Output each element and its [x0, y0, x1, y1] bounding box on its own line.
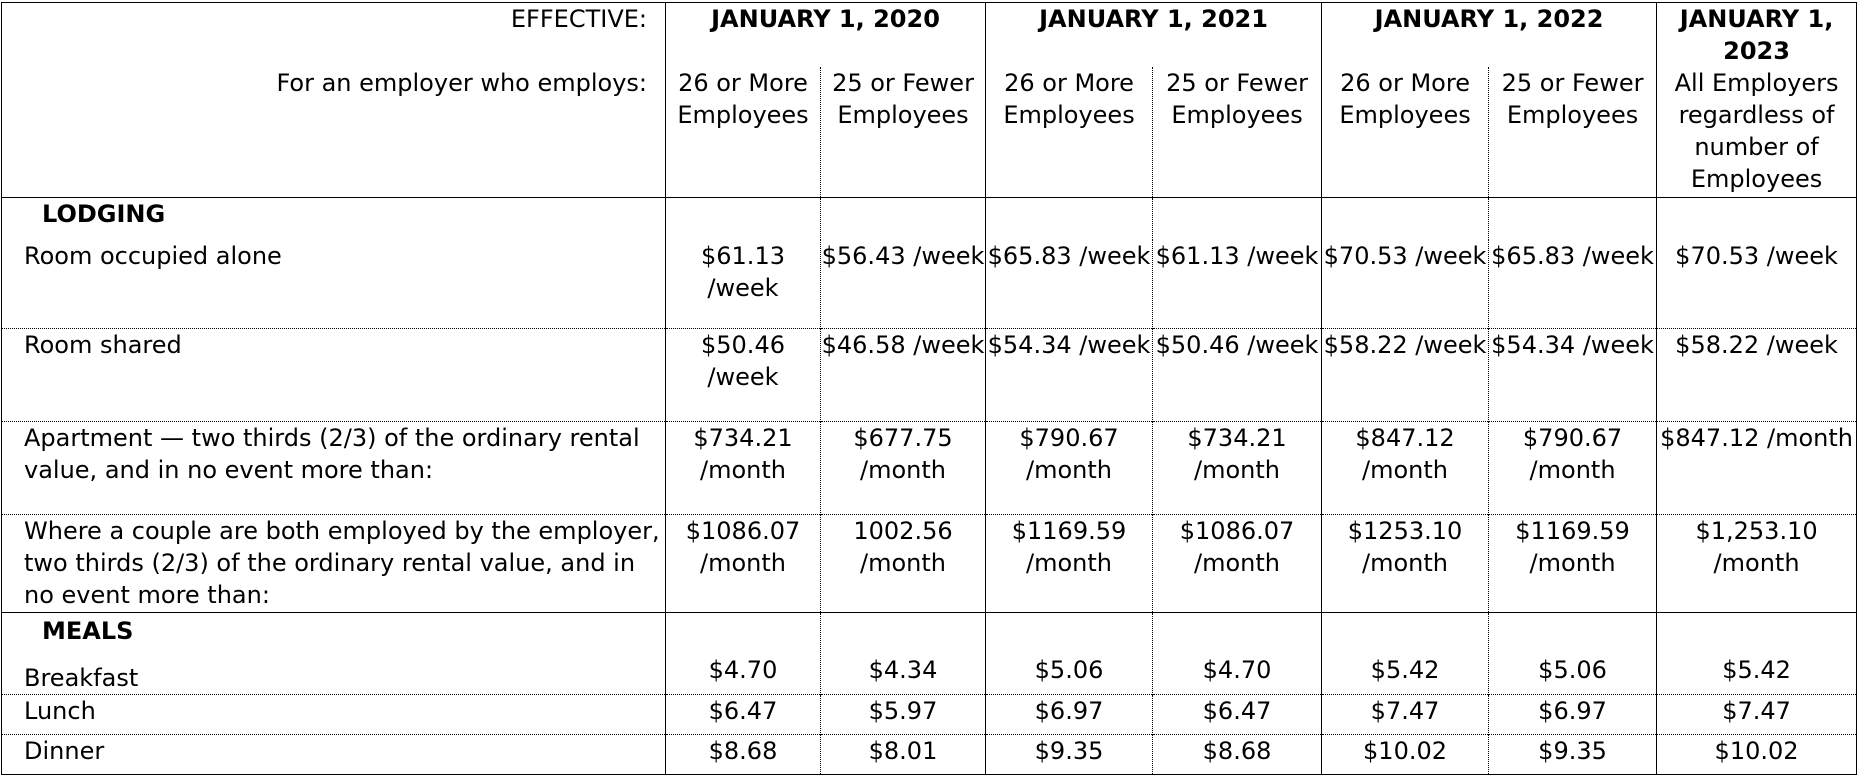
value-cell: $50.46 /week: [666, 329, 821, 422]
value-cell: $8.01: [821, 735, 986, 775]
meals-breakfast-label-cell: [2, 613, 666, 695]
value-cell: $790.67 /month: [1489, 422, 1657, 515]
value-cell: $5.97: [821, 695, 986, 735]
value-cell: $61.13 /week: [1153, 240, 1322, 329]
col-header-2022-26-more: 26 or More Employees: [1322, 67, 1489, 198]
value-cell: $61.13 /week: [666, 240, 821, 329]
value-cell: $70.53 /week: [1657, 240, 1857, 329]
value-cell: $734.21 /month: [666, 422, 821, 515]
value-cell: $734.21 /month: [1153, 422, 1322, 515]
col-header-2020-26-more: 26 or More Employees: [666, 67, 821, 198]
value-cell: $5.42: [1322, 613, 1489, 695]
value-cell: $4.34: [821, 613, 986, 695]
value-cell: $7.47: [1322, 695, 1489, 735]
value-cell: $677.75 /month: [821, 422, 986, 515]
table-row: [2, 695, 1857, 735]
date-header-2023-text: JANUARY 1, 2023: [1679, 5, 1834, 65]
value-cell: $8.68: [666, 735, 821, 775]
table-row: [2, 240, 1857, 329]
value-cell: $46.58 /week: [821, 329, 986, 422]
value-cell: $5.06: [1489, 613, 1657, 695]
table-row: [2, 515, 1857, 613]
value-cell: $4.70: [1153, 613, 1322, 695]
col-header-2021-26-more: 26 or More Employees: [986, 67, 1153, 198]
value-cell: $6.47: [1153, 695, 1322, 735]
lodging-meals-rate-table: [1, 2, 1857, 775]
row-label-room-shared: Room shared: [2, 329, 666, 422]
row-label-room-alone: Room occupied alone: [2, 240, 666, 329]
col-header-2021-25-fewer: 25 or Fewer Employees: [1153, 67, 1322, 198]
value-cell: $1253.10 /month: [1322, 515, 1489, 613]
col-header-2022-25-fewer: 25 or Fewer Employees: [1489, 67, 1657, 198]
value-cell: $10.02: [1322, 735, 1489, 775]
value-cell: $10.02: [1657, 735, 1857, 775]
value-cell: $65.83 /week: [986, 240, 1153, 329]
meals-section-title: MEALS: [42, 617, 134, 645]
value-cell: $65.83 /week: [1489, 240, 1657, 329]
value-cell: $9.35: [1489, 735, 1657, 775]
value-cell: $790.67 /month: [986, 422, 1153, 515]
value-cell: $6.97: [986, 695, 1153, 735]
value-cell: $1,253.10 /month: [1657, 515, 1857, 613]
value-cell: $7.47: [1657, 695, 1857, 735]
value-cell: $847.12 /month: [1657, 422, 1857, 515]
row-label-breakfast: Breakfast: [24, 664, 139, 692]
date-header-2020: JANUARY 1, 2020: [666, 3, 986, 67]
table-row: [2, 613, 1857, 695]
col-header-2020-25-fewer: 25 or Fewer Employees: [821, 67, 986, 198]
row-label-couple: Where a couple are both employed by the employer, two thirds (2/3) of the ordinary rental value, and in no event more than:: [2, 515, 666, 613]
table-row: [2, 422, 1857, 515]
value-cell: $8.68: [1153, 735, 1322, 775]
value-cell: $5.42: [1657, 613, 1857, 695]
value-cell: $56.43 /week: [821, 240, 986, 329]
value-cell: $9.35: [986, 735, 1153, 775]
value-cell: $4.70: [666, 613, 821, 695]
value-cell: $58.22 /week: [1657, 329, 1857, 422]
value-cell: $5.06: [986, 613, 1153, 695]
col-header-all-employers: All Employers regardless of number of Employees: [1674, 69, 1839, 193]
value-cell: $6.47: [666, 695, 821, 735]
date-header-2022: JANUARY 1, 2022: [1322, 3, 1657, 67]
lodging-section-row: [2, 198, 1857, 240]
value-cell: $54.34 /week: [986, 329, 1153, 422]
table-row: [2, 735, 1857, 775]
row-label-lunch: Lunch: [2, 695, 666, 735]
lodging-section-title: LODGING: [2, 198, 666, 240]
value-cell: $847.12 /month: [1322, 422, 1489, 515]
date-header-2021: JANUARY 1, 2021: [986, 3, 1322, 67]
row-label-apartment: Apartment — two thirds (2/3) of the ordinary rental value, and in no event more than:: [2, 422, 666, 515]
value-cell: $58.22 /week: [1322, 329, 1489, 422]
value-cell: $1086.07 /month: [1153, 515, 1322, 613]
value-cell: $6.97: [1489, 695, 1657, 735]
row-label-dinner: Dinner: [2, 735, 666, 775]
value-cell: 1002.56 /month: [821, 515, 986, 613]
value-cell: $1086.07 /month: [666, 515, 821, 613]
value-cell: $54.34 /week: [1489, 329, 1657, 422]
effective-label: EFFECTIVE:: [2, 3, 666, 67]
value-cell: $1169.59 /month: [1489, 515, 1657, 613]
date-header-2023: [1657, 3, 1857, 198]
value-cell: $50.46 /week: [1153, 329, 1322, 422]
header-effective-row: [2, 3, 1857, 67]
value-cell: $1169.59 /month: [986, 515, 1153, 613]
employer-label: For an employer who employs:: [2, 67, 666, 198]
value-cell: $70.53 /week: [1322, 240, 1489, 329]
header-employer-row: [2, 67, 1857, 198]
table-row: [2, 329, 1857, 422]
